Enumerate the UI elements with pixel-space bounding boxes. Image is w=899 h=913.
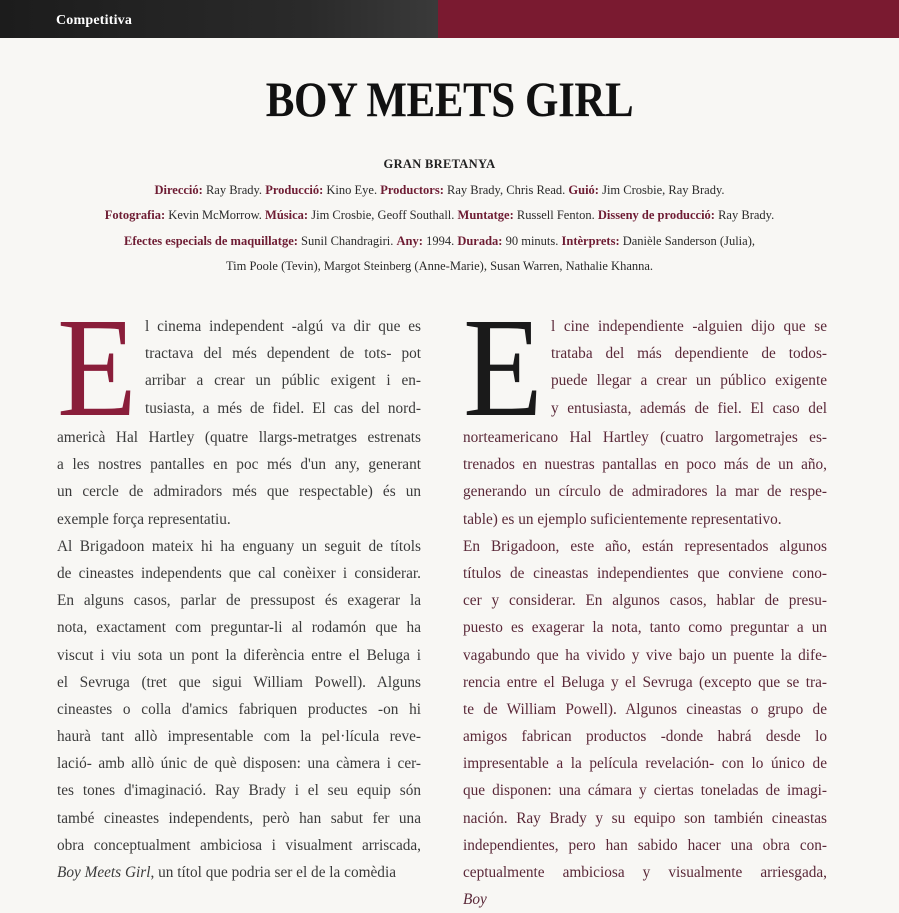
credit-value: Kino Eye. — [323, 183, 381, 197]
body-line: nación. Ray Brady y su equipo son también cineastas — [463, 809, 827, 827]
body-line: de cineastes independents que cal conèixer i considerar. — [57, 564, 421, 582]
credits-line-4: Tim Poole (Tevin), Margot Steinberg (Anne-Marie), Susan Warren, Nathalie Khanna. — [225, 259, 654, 273]
credit-label: Any: — [396, 234, 423, 248]
drop-cap-line: tusiasta, a més de fidel. El cas del nord- — [145, 399, 421, 417]
credit-value: Kevin McMorrow. — [165, 208, 266, 222]
body-line: table) es un ejemplo suficientemente representativo. — [463, 510, 782, 528]
credit-label: Durada: — [457, 234, 503, 248]
body-line: lació- amb allò únic de què disposen: una càmera i cer- — [57, 755, 421, 773]
body-text — [463, 424, 827, 886]
credit-value: Russell Fenton. — [513, 208, 598, 222]
body-line: un cercle de admiradors més que respectable) és un — [57, 483, 421, 501]
credit-label: Fotografia: — [104, 208, 166, 222]
body-line-final — [57, 859, 421, 886]
film-title-italic: Boy — [463, 891, 487, 909]
credits-line-3 — [0, 234, 879, 249]
body-line: viscut i viu sota un pont la diferència entre el Beluga i — [57, 646, 421, 664]
credit-value: Ray Brady. — [202, 183, 266, 197]
credit-label: Producció: — [265, 183, 324, 197]
credit-value: Sunil Chandragiri. — [297, 234, 397, 248]
body-line: amigos fabrican productos -donde habrá desde lo — [463, 728, 827, 746]
body-line: exemple força representatiu. — [57, 510, 231, 528]
drop-cap-line: trataba del más dependiente de todos- — [551, 345, 827, 363]
drop-cap-line: l cine independiente -alguien dijo que se — [551, 318, 827, 335]
credit-value: 1994. — [422, 234, 458, 248]
body-line: americà Hal Hartley (quatre llargs-metratges estrenats — [57, 429, 421, 446]
drop-cap-lines — [145, 313, 421, 425]
credit-label: Muntatge: — [457, 208, 514, 222]
body-line: ceptualmente ambiciosa y visualmente arriesgada, — [463, 864, 827, 881]
film-country: GRAN BRETANYA — [383, 157, 496, 171]
body-line: nota, exactament com preguntar-li al rodamón que ha — [57, 619, 421, 637]
body-line: En Brigadoon, este año, están representados algunos — [463, 537, 827, 555]
header-red-band — [438, 0, 899, 38]
body-line: títulos de cineastas independientes que conviene cono- — [463, 564, 827, 582]
article-column-spanish — [463, 288, 827, 913]
body-line: cineastes o colla d'amics fabriquen productes -on hi — [57, 700, 421, 718]
credit-value: Ray Brady. — [714, 208, 775, 222]
drop-cap-line: tractava del més dependent de tots- pot — [145, 345, 421, 363]
drop-cap-line: l cinema independent -algú va dir que es — [145, 318, 421, 335]
body-line: també cineastes independents, però han sabut fer una — [57, 809, 421, 827]
credit-value: Ray Brady, Chris Read. — [443, 183, 569, 197]
body-line: Al Brigadoon mateix hi ha enguany un seguit de títols — [57, 537, 421, 555]
body-line: obra conceptualment ambiciosa i visualment arriscada, — [57, 836, 421, 854]
body-line: haurà tant allò impresentable com la pel·lícula reve- — [57, 728, 421, 746]
drop-cap-lines — [551, 313, 827, 425]
body-line: que disponen: una cámara y ciertas toneladas de imagi- — [463, 782, 827, 800]
credit-label: Efectes especials de maquillatge: — [123, 234, 298, 248]
article-column-catalan — [57, 288, 421, 886]
body-line: el Sevruga (tret que sigui William Powell). Alguns — [57, 673, 421, 691]
credit-label: Disseny de producció: — [597, 208, 715, 222]
body-text-fragment: , un títol que podria ser el de la comèdia — [150, 864, 396, 881]
body-line: cer y considerar. En algunos casos, hablar de presu- — [463, 592, 827, 610]
body-line: trenados en nuestras pantallas en poco más de un año, — [463, 456, 827, 474]
credits-line-2 — [0, 208, 879, 223]
section-header-bar — [0, 0, 899, 38]
body-line: impresentable a la película revelación- con lo único de — [463, 755, 827, 773]
body-line: tes tones d'imaginació. Ray Brady i el seu equip són — [57, 782, 421, 800]
drop-cap: E — [463, 288, 543, 446]
drop-cap-line: y entusiasta, además de fiel. El caso del — [551, 399, 827, 417]
credit-value: 90 minuts. — [502, 234, 562, 248]
drop-cap-line: arribar a crear un públic exigent i en- — [145, 372, 421, 390]
body-line: norteamericano Hal Hartley (cuatro largometrajes es- — [463, 429, 827, 446]
body-line: independientes, pero han sabido hacer una obra con- — [463, 836, 827, 854]
body-line: generando un círculo de admiradores la mar de respe- — [463, 483, 827, 501]
credit-label: Guió: — [568, 183, 599, 197]
credit-label: Intèrprets: — [561, 234, 620, 248]
credit-label: Música: — [265, 208, 309, 222]
drop-cap: E — [57, 288, 137, 446]
credit-label: Productors: — [380, 183, 444, 197]
body-line: puesto es exagerar la nota, tanto como preguntar a un — [463, 619, 827, 637]
credits-line-1 — [0, 183, 879, 198]
credit-label: Direcció: — [154, 183, 203, 197]
film-title-italic: Boy Meets Girl — [57, 864, 151, 881]
credit-value: Danièle Sanderson (Julia), — [619, 234, 755, 248]
section-label: Competitiva — [56, 13, 133, 28]
credit-value: Jim Crosbie, Geoff Southall. — [308, 208, 458, 222]
film-title: BOY MEETS GIRL — [265, 71, 634, 127]
body-line-final — [463, 886, 827, 913]
body-line: a les nostres pantalles en poc més d'un any, generant — [57, 456, 421, 474]
body-line: vagabundo que ha vivido y vive bajo un puente la dife- — [463, 646, 827, 664]
credit-value: Jim Crosbie, Ray Brady. — [598, 183, 725, 197]
body-line: rencia entre el Beluga y el Sevruga (excepto que se tra- — [463, 673, 827, 691]
body-line: te de William Powell). Algunos cineastas o grupo de — [463, 700, 827, 718]
drop-cap-line: puede llegar a crear un público exigente — [551, 372, 827, 390]
body-text — [57, 424, 421, 859]
body-line: En alguns casos, parlar de pressupost és exagerar la — [57, 592, 421, 610]
